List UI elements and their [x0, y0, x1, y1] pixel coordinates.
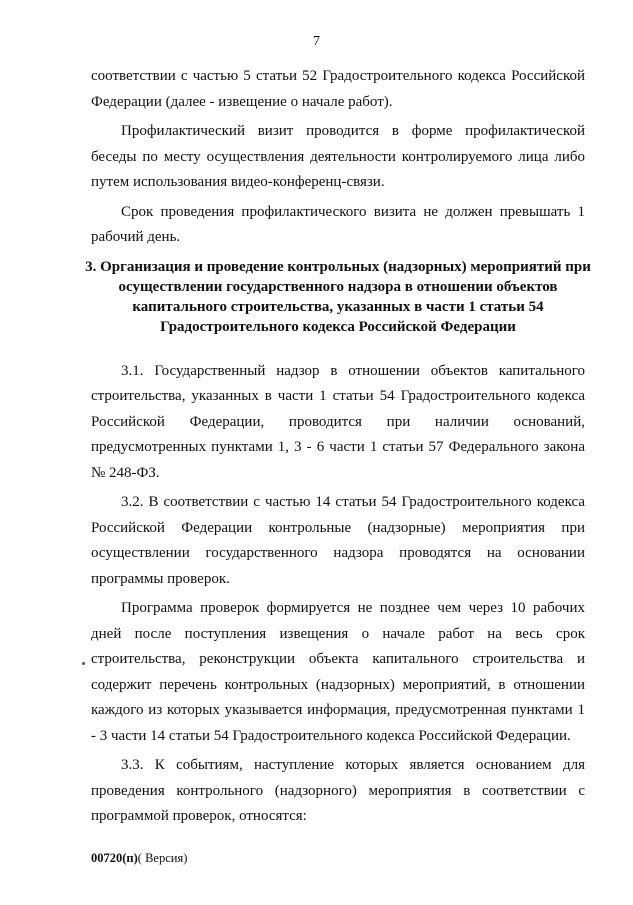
scan-mark [82, 662, 85, 665]
paragraph-visit-form: Профилактический визит проводится в форме профилактической беседы по месту осуществления деятельности контролируемого лица либо путем использования видео-конференц-связи. [91, 123, 585, 190]
paragraph-3-1: 3.1. Государственный надзор в отношении объектов капитального строительства, указанных в части 1 статьи 54 Градостроительного кодекса Российской Федерации, проводится при наличии оснований, предусмотренных пунктами 1, 3 - 6 части 1 статьи 57 Федерального закона № 248-ФЗ. [91, 362, 585, 481]
document-code: 00720(п) [91, 851, 138, 865]
document-version: ( Версия) [137, 851, 188, 865]
section-heading: 3. Организация и проведение контрольных (надзорных) мероприятий при осуществлении государственного надзора в отношении объектов капитального строительства, указанных в части 1 статьи 54 Градостроительного кодекса Российской Федерации [85, 258, 591, 335]
section-heading-wrapper [81, 257, 595, 337]
footer [91, 851, 187, 866]
paragraph-inspection-program: Программа проверок формируется не позднее чем через 10 рабочих дней после поступления извещения о начале работ на весь срок строительства, реконструкции объекта капитального строительства и содержит перечень контрольных (надзорных) мероприятий, в отношении каждого из которых указывается информация, предусмотренная пунктами 1 - 3 части 14 статьи 54 Градостроительного кодекса Российской Федерации. [91, 600, 585, 744]
paragraph-visit-duration: Срок проведения профилактического визита не должен превышать 1 рабочий день. [91, 203, 585, 245]
document-body [85, 64, 591, 830]
page-number: 7 [313, 34, 320, 49]
paragraph-3-3: 3.3. К событиям, наступление которых является основанием для проведения контрольного (надзорного) мероприятия в соответствии с программой проверок, относятся: [91, 757, 585, 824]
paragraph-3-2: 3.2. В соответствии с частью 14 статьи 54 Градостроительного кодекса Российской Федерации контрольные (надзорные) мероприятия при осуществлении государственного надзора проводятся на основании программы проверок. [91, 494, 585, 587]
paragraph-continuation: соответствии с частью 5 статьи 52 Градостроительного кодекса Российской Федерации (далее - извещение о начале работ). [91, 68, 585, 110]
